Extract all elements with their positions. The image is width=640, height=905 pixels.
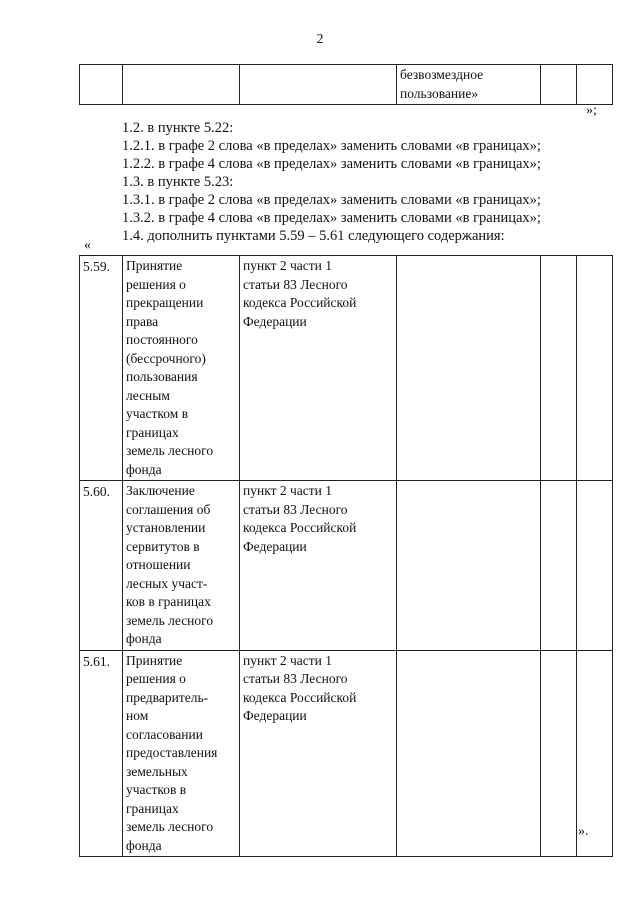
- description-line: соглашения об: [126, 501, 211, 517]
- description-line: ков в границах: [126, 594, 211, 609]
- table-cell: [123, 65, 240, 105]
- row-number: 5.61.: [83, 653, 110, 669]
- closing-quote: »;: [586, 103, 597, 118]
- basis-line: пункт 2 части 1: [243, 258, 333, 273]
- opening-quote: «: [84, 238, 91, 253]
- basis-line: статьи 83 Лесного: [243, 671, 348, 686]
- table-cell: [577, 481, 613, 651]
- row-number-cell: [80, 650, 123, 857]
- description-line: ном: [126, 708, 149, 723]
- basis-line: статьи 83 Лесного: [243, 501, 348, 517]
- description-line: решения о: [126, 671, 186, 686]
- table-cell: [577, 65, 613, 105]
- basis-line: кодекса Российской: [243, 295, 357, 310]
- description-line: границах: [126, 424, 179, 440]
- closing-quote: ».: [578, 824, 589, 839]
- row-number: 5.60.: [83, 484, 110, 499]
- table-cell: [397, 481, 541, 651]
- description-cell: [123, 650, 240, 857]
- description-line: участков в: [126, 782, 187, 797]
- description-line: (бессрочного): [126, 350, 206, 366]
- description-line: установлении: [126, 520, 206, 535]
- basis-cell: [240, 256, 397, 481]
- description-line: Принятие: [126, 652, 183, 668]
- table-cell: [80, 65, 123, 105]
- table-cell: [541, 65, 577, 105]
- table-cell: [541, 256, 577, 481]
- description-line: сервитутов в: [126, 538, 200, 554]
- description-line: фонда: [126, 461, 162, 477]
- row-number-cell: [80, 256, 123, 481]
- page-number: 2: [316, 32, 324, 47]
- description-line: земельных: [126, 763, 188, 779]
- description-cell: [123, 481, 240, 651]
- description-line: участком в: [126, 406, 189, 421]
- description-line: земель лесного: [126, 819, 214, 834]
- basis-line: пункт 2 части 1: [243, 652, 333, 668]
- table-cell: [397, 65, 541, 105]
- table-row: [80, 65, 613, 105]
- cell-text: безвозмездное пользование»: [400, 67, 484, 101]
- basis-cell: [240, 481, 397, 651]
- basis-line: Федерации: [243, 313, 307, 329]
- amendments-table: [79, 255, 613, 857]
- paragraph: 1.3. в пункте 5.23:: [122, 174, 234, 190]
- description-line: права: [126, 313, 159, 329]
- table-row: [80, 650, 613, 857]
- paragraph: 1.2. в пункте 5.22:: [122, 120, 234, 136]
- table-row: [80, 481, 613, 651]
- paragraph: 1.3.2. в графе 4 слова «в пределах» заменить словами «в границах»;: [122, 210, 541, 226]
- description-line: лесных участ-: [126, 575, 208, 591]
- basis-line: кодекса Российской: [243, 520, 357, 535]
- row-number-cell: [80, 481, 123, 651]
- description-line: земель лесного: [126, 443, 214, 458]
- description-line: фонда: [126, 631, 162, 646]
- description-line: предоставления: [126, 745, 218, 760]
- basis-line: Федерации: [243, 708, 307, 723]
- description-line: фонда: [126, 837, 162, 853]
- paragraph: 1.2.1. в графе 2 слова «в пределах» заменить словами «в границах»;: [122, 138, 541, 154]
- basis-line: статьи 83 Лесного: [243, 276, 348, 292]
- table-cell: [397, 256, 541, 481]
- description-line: границах: [126, 800, 179, 816]
- row-number: 5.59.: [83, 259, 110, 274]
- table-cell: [397, 650, 541, 857]
- description-line: отношении: [126, 557, 191, 572]
- table-cell: [577, 256, 613, 481]
- description-line: Принятие: [126, 258, 183, 273]
- description-line: постоянного: [126, 332, 198, 347]
- basis-line: кодекса Российской: [243, 689, 357, 705]
- description-line: предваритель-: [126, 689, 209, 705]
- table-cell: [541, 650, 577, 857]
- description-line: согласовании: [126, 726, 203, 742]
- paragraph: 1.3.1. в графе 2 слова «в пределах» заменить словами «в границах»;: [122, 192, 541, 208]
- description-cell: [123, 256, 240, 481]
- basis-line: пункт 2 части 1: [243, 483, 333, 498]
- table-cell: [541, 481, 577, 651]
- basis-cell: [240, 650, 397, 857]
- paragraph: 1.2.2. в графе 4 слова «в пределах» заменить словами «в границах»;: [122, 156, 541, 172]
- description-line: Заключение: [126, 483, 195, 498]
- description-line: пользования: [126, 369, 198, 384]
- table-cell: [240, 65, 397, 105]
- description-line: прекращении: [126, 295, 204, 310]
- description-line: лесным: [126, 387, 170, 403]
- continuation-table: [79, 64, 613, 105]
- description-line: решения о: [126, 276, 186, 292]
- table-row: [80, 256, 613, 481]
- basis-line: Федерации: [243, 538, 307, 554]
- description-line: земель лесного: [126, 612, 214, 628]
- paragraph: 1.4. дополнить пунктами 5.59 – 5.61 следующего содержания:: [122, 228, 505, 244]
